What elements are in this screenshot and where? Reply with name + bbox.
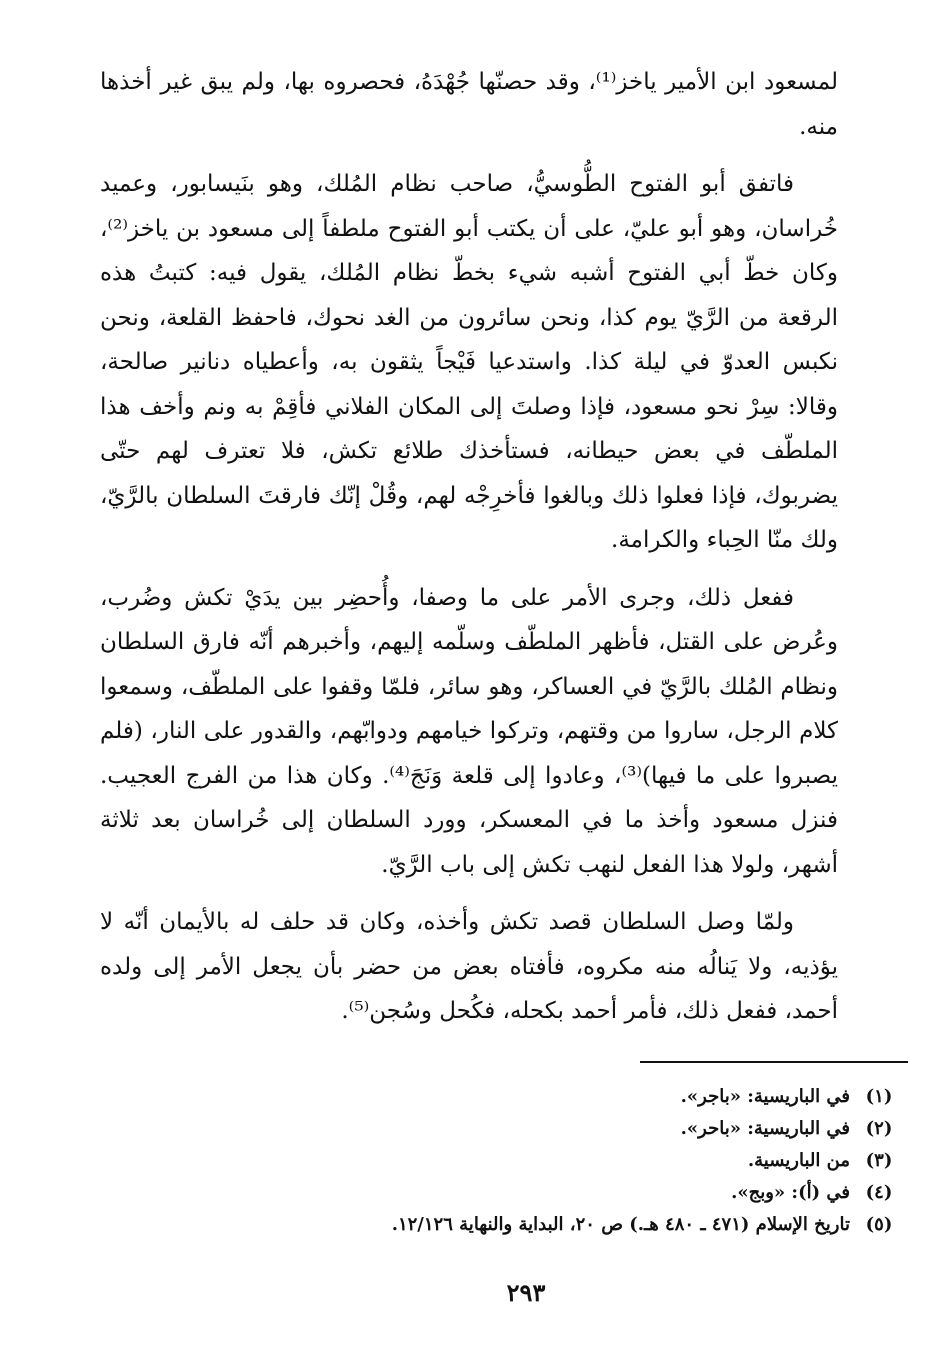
page-number: ٢٩٣ <box>506 1278 546 1307</box>
footnote-number: (٤) <box>865 1181 893 1203</box>
footnote-text: تاريخ الإسلام (٤٧١ ـ ٤٨٠ هـ.) ص ٢٠، البداية والنهاية ١٢/١٢٦. <box>391 1213 850 1235</box>
footnote-item <box>100 1112 908 1144</box>
footnote-item <box>100 1176 908 1208</box>
footnote-number: (٥) <box>865 1213 893 1235</box>
footnote-separator <box>640 1061 908 1063</box>
paragraph-3: ففعل ذلك، وجرى الأمر على ما وصفا، وأُحضِر بين يدَيْ تكش وضُرب، وعُرض على القتل، فأظهر الملطّف وسلّمه إليهم، وأخبرهم أنّه فارق السلطان ونظام المُلك بالرَّيّ في العساكر، وهو سائر، فلمّا وقفوا على الملطّف، وسمعوا كلام الرجل، ساروا من وقتهم، وتركوا خيامهم ودوابّهم، والقدور على النار، (فلم يصبروا على ما فيها)⁽³⁾، وعادوا إلى قلعة وَنَجَ⁽⁴⁾. وكان هذا من الفرج العجيب. فنزل مسعود وأخذ ما في المعسكر، وورد السلطان إلى خُراسان بعد ثلاثة أشهر، ولولا هذا الفعل لنهب تكش إلى باب الرَّيّ. <box>100 584 838 878</box>
footnote-number: (٢) <box>865 1117 893 1139</box>
paragraph-1: لمسعود ابن الأمير ياخز⁽¹⁾، وقد حصنّها جُهْدَهُ، فحصروه بها، ولم يبق غير أخذها منه. <box>100 69 838 140</box>
footnote-text: في الباريسية: «باحر». <box>680 1117 850 1139</box>
paragraph-2: فاتفق أبو الفتوح الطُّوسيُّ، صاحب نظام المُلك، وهو بنَيسابور، وعميد خُراسان، وهو أبو عليّ، على أن يكتب أبو الفتوح ملطفاً إلى مسعود بن ياخز⁽²⁾، وكان خطّ أبي الفتوح أشبه شيء بخطّ نظام المُلك، يقول فيه: كتبتُ هذه الرقعة من الرَّيّ يوم كذا، ونحن سائرون من الغد نحوك، فاحفظ القلعة، ونحن نكبس العدوّ في ليلة كذا. واستدعيا فَيْجاً يثقون به، وأعطياه دنانير صالحة، وقالا: سِرْ نحو مسعود، فإذا وصلتَ إلى المكان الفلاني فأقِمْ به ونم وأخف هذا الملطّف في بعض حيطانه، فستأخذك طلائع تكش، فلا تعترف لهم حتّى يضربوك، فإذا فعلوا ذلك وبالغوا فأخرِجْه لهم، وقُلْ إنّك فارقتَ السلطان بالرَّيّ، ولك منّا الحِباء والكرامة. <box>100 171 838 553</box>
footnote-text: في (أ): «وبج». <box>731 1181 850 1203</box>
footnote-item <box>100 1080 908 1112</box>
footnotes <box>100 1080 908 1240</box>
footnote-number: (١) <box>865 1085 893 1107</box>
footnote-item <box>100 1144 908 1176</box>
paragraph-4: ولمّا وصل السلطان قصد تكش وأخذه، وكان قد حلف له بالأيمان أنّه لا يؤذيه، ولا يَنالُه منه مكروه، فأفتاه بعض من حضر بأن يجعل الأمر إلى ولده أحمد، ففعل ذلك، فأمر أحمد بكحله، فكُحل وسُجن⁽⁵⁾. <box>100 909 838 1024</box>
footnote-item <box>100 1208 908 1240</box>
footnote-number: (٣) <box>865 1149 893 1171</box>
footnote-text: من الباريسية. <box>747 1149 850 1171</box>
main-text <box>100 60 838 1034</box>
footnote-text: في الباريسية: «باجر». <box>680 1085 850 1107</box>
